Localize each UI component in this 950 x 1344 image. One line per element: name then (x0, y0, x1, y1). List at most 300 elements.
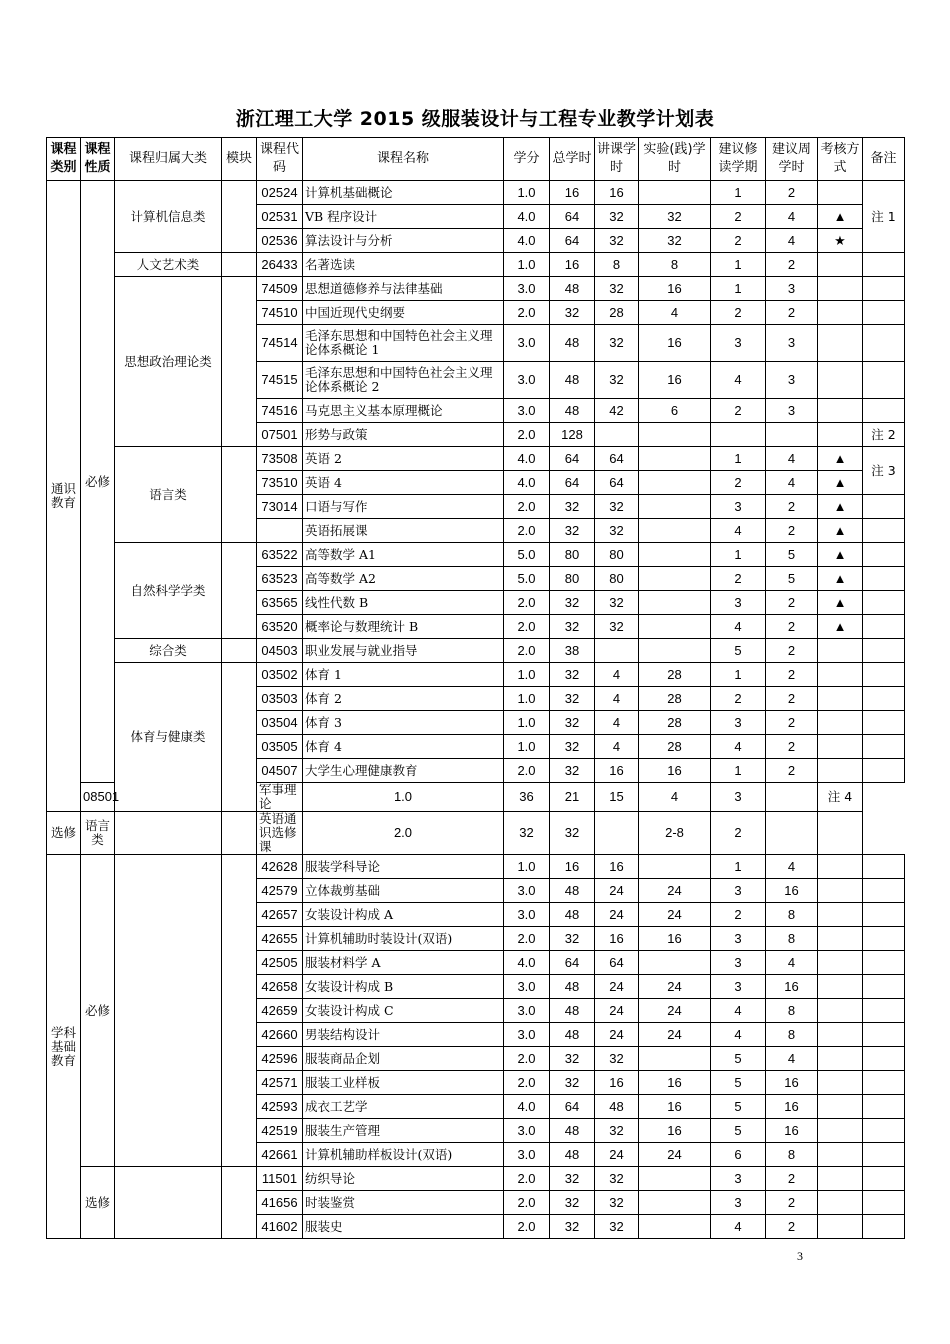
lecture-hours (595, 639, 639, 663)
course-code: 26433 (257, 253, 303, 277)
course-name: 体育 2 (303, 687, 504, 711)
course-code: 73014 (257, 495, 303, 519)
course-name: 概率论与数理统计 B (303, 615, 504, 639)
exam-method: ▲ (818, 567, 863, 591)
weekly-hours: 4 (766, 471, 818, 495)
note-empty (863, 999, 905, 1023)
note-empty (863, 1071, 905, 1095)
course-name: 男装结构设计 (303, 1023, 504, 1047)
lecture-hours: 28 (595, 301, 639, 325)
semester: 4 (711, 1023, 766, 1047)
exam-method (818, 301, 863, 325)
total-hours: 32 (550, 495, 595, 519)
course-code: 42505 (257, 951, 303, 975)
lecture-hours: 64 (595, 951, 639, 975)
total-hours: 32 (550, 519, 595, 543)
exam-method (818, 1023, 863, 1047)
note-empty (863, 711, 905, 735)
total-hours: 48 (550, 903, 595, 927)
note-empty (863, 615, 905, 639)
course-code: 42579 (257, 879, 303, 903)
course-name: VB 程序设计 (303, 205, 504, 229)
weekly-hours: 8 (766, 1143, 818, 1167)
table-row (47, 663, 905, 687)
exam-method (818, 253, 863, 277)
lecture-hours: 80 (595, 567, 639, 591)
total-hours: 48 (550, 277, 595, 301)
total-hours: 48 (550, 325, 595, 362)
course-name: 服装商品企划 (303, 1047, 504, 1071)
total-hours: 128 (550, 423, 595, 447)
lecture-hours: 16 (595, 759, 639, 783)
total-hours: 32 (550, 759, 595, 783)
table-row (47, 543, 905, 567)
note-empty (863, 1119, 905, 1143)
course-code: 02524 (257, 181, 303, 205)
exam-method (818, 1095, 863, 1119)
group-basic-elective (115, 1167, 222, 1239)
semester: 2-8 (639, 812, 711, 855)
weekly-hours: 16 (766, 1095, 818, 1119)
header-group: 课程归属大类 (115, 138, 222, 181)
weekly-hours: 16 (766, 975, 818, 999)
lecture-hours (595, 423, 639, 447)
course-name: 职业发展与就业指导 (303, 639, 504, 663)
total-hours: 48 (550, 1143, 595, 1167)
lab-hours (639, 951, 711, 975)
credit: 1.0 (504, 711, 550, 735)
course-code: 41602 (257, 1215, 303, 1239)
weekly-hours: 3 (766, 277, 818, 301)
lab-hours (639, 639, 711, 663)
exam-method (818, 975, 863, 999)
credit: 2.0 (504, 759, 550, 783)
lab-hours: 16 (639, 1071, 711, 1095)
note-empty (863, 1215, 905, 1239)
group-cs: 计算机信息类 (115, 181, 222, 253)
note-empty (863, 1167, 905, 1191)
course-name: 服装材料学 A (303, 951, 504, 975)
course-name: 思想道德修养与法律基础 (303, 277, 504, 301)
lab-hours (595, 812, 639, 855)
lecture-hours: 32 (595, 277, 639, 301)
course-name: 女装设计构成 A (303, 903, 504, 927)
semester: 4 (711, 999, 766, 1023)
total-hours: 64 (550, 951, 595, 975)
semester: 3 (711, 325, 766, 362)
weekly-hours: 2 (766, 519, 818, 543)
weekly-hours: 4 (766, 1047, 818, 1071)
header-nature: 课程性质 (81, 138, 115, 181)
note-empty (863, 855, 905, 879)
total-hours: 64 (550, 1095, 595, 1119)
weekly-hours: 16 (766, 879, 818, 903)
lecture-hours: 16 (595, 1071, 639, 1095)
exam-method (818, 423, 863, 447)
course-name: 计算机辅助时装设计(双语) (303, 927, 504, 951)
credit: 4.0 (504, 951, 550, 975)
module-politics (222, 277, 257, 447)
lab-hours (639, 855, 711, 879)
semester: 3 (711, 927, 766, 951)
lecture-hours: 24 (595, 903, 639, 927)
credit: 2.0 (504, 1047, 550, 1071)
lab-hours: 32 (639, 229, 711, 253)
note-empty (863, 687, 905, 711)
credit: 1.0 (504, 663, 550, 687)
lab-hours (639, 471, 711, 495)
note-2: 注 2 (863, 423, 905, 447)
credit: 3.0 (504, 325, 550, 362)
group-arts: 人文艺术类 (115, 253, 222, 277)
total-hours: 48 (550, 1119, 595, 1143)
lab-hours (639, 447, 711, 471)
total-hours: 64 (550, 447, 595, 471)
exam-method (818, 735, 863, 759)
credit: 3.0 (504, 362, 550, 399)
credit: 5.0 (504, 567, 550, 591)
lab-hours: 24 (639, 1143, 711, 1167)
credit: 4.0 (504, 205, 550, 229)
weekly-hours: 16 (766, 1119, 818, 1143)
exam-method (818, 999, 863, 1023)
credit: 2.0 (504, 301, 550, 325)
semester: 2 (711, 471, 766, 495)
credit: 3.0 (504, 399, 550, 423)
semester: 4 (711, 1215, 766, 1239)
lecture-hours: 32 (595, 1047, 639, 1071)
credit: 1.0 (504, 687, 550, 711)
total-hours: 32 (550, 591, 595, 615)
note-empty (863, 1047, 905, 1071)
exam-method (818, 687, 863, 711)
course-name: 英语拓展课 (303, 519, 504, 543)
lab-hours: 32 (639, 205, 711, 229)
total-hours: 32 (550, 1215, 595, 1239)
module-arts (222, 253, 257, 277)
course-name: 名著选读 (303, 253, 504, 277)
lecture-hours: 32 (550, 812, 595, 855)
weekly-hours: 2 (766, 591, 818, 615)
lab-hours: 8 (639, 253, 711, 277)
course-code: 73508 (257, 447, 303, 471)
note-empty (863, 879, 905, 903)
lab-hours: 16 (639, 1119, 711, 1143)
note-empty (863, 519, 905, 543)
course-name: 中国近现代史纲要 (303, 301, 504, 325)
nature-required: 必修 (81, 181, 115, 783)
weekly-hours: 2 (766, 495, 818, 519)
weekly-hours: 2 (766, 1215, 818, 1239)
credit: 5.0 (504, 543, 550, 567)
lab-hours (639, 519, 711, 543)
exam-method (818, 927, 863, 951)
credit: 1.0 (504, 253, 550, 277)
course-code: 08501 (81, 783, 115, 812)
credit: 2.0 (504, 615, 550, 639)
semester: 3 (711, 951, 766, 975)
lab-hours: 24 (639, 903, 711, 927)
weekly-hours: 4 (766, 951, 818, 975)
weekly-hours: 2 (766, 735, 818, 759)
note-empty (863, 735, 905, 759)
credit: 2.0 (504, 495, 550, 519)
module-language-elective (115, 812, 222, 855)
lecture-hours: 42 (595, 399, 639, 423)
course-code: 42593 (257, 1095, 303, 1119)
exam-method (818, 1119, 863, 1143)
header-module: 模块 (222, 138, 257, 181)
lab-hours (639, 1191, 711, 1215)
table-row (47, 181, 905, 205)
lecture-hours: 21 (550, 783, 595, 812)
exam-method (818, 1215, 863, 1239)
weekly-hours: 3 (766, 325, 818, 362)
semester: 2 (711, 205, 766, 229)
lecture-hours: 32 (595, 1119, 639, 1143)
header-weekly-hours: 建议周学时 (766, 138, 818, 181)
total-hours: 16 (550, 855, 595, 879)
header-notes: 备注 (863, 138, 905, 181)
total-hours: 64 (550, 229, 595, 253)
table-row (47, 855, 905, 879)
weekly-hours: 3 (766, 362, 818, 399)
lab-hours: 16 (639, 759, 711, 783)
credit: 3.0 (504, 903, 550, 927)
weekly-hours: 8 (766, 903, 818, 927)
course-code: 74514 (257, 325, 303, 362)
category-basic: 学科基础教育 (47, 855, 81, 1239)
total-hours: 64 (550, 205, 595, 229)
course-code: 63520 (257, 615, 303, 639)
page-title: 浙江理工大学 2015 级服装设计与工程专业教学计划表 (235, 108, 715, 130)
exam-method: ▲ (818, 543, 863, 567)
total-hours: 32 (550, 711, 595, 735)
course-name: 线性代数 B (303, 591, 504, 615)
lecture-hours: 64 (595, 471, 639, 495)
course-name: 女装设计构成 C (303, 999, 504, 1023)
credit: 4.0 (504, 229, 550, 253)
group-language: 语言类 (115, 447, 222, 543)
semester: 1 (711, 543, 766, 567)
semester: 1 (711, 253, 766, 277)
exam-method (818, 903, 863, 927)
nature-elective: 选修 (47, 812, 81, 855)
weekly-hours: 8 (766, 999, 818, 1023)
exam-method: ▲ (818, 615, 863, 639)
semester: 4 (711, 519, 766, 543)
weekly-hours: 2 (766, 301, 818, 325)
credit: 1.0 (504, 855, 550, 879)
note-empty (863, 253, 905, 277)
course-name: 体育 3 (303, 711, 504, 735)
group-language-elective: 语言类 (81, 812, 115, 855)
lab-hours: 15 (595, 783, 639, 812)
exam-method (818, 1167, 863, 1191)
group-comprehensive: 综合类 (115, 639, 222, 663)
semester: 3 (711, 879, 766, 903)
credit: 3.0 (504, 1119, 550, 1143)
semester: 1 (711, 277, 766, 301)
course-code: 03505 (257, 735, 303, 759)
exam-method (818, 759, 863, 783)
weekly-hours: 3 (766, 399, 818, 423)
credit: 2.0 (504, 639, 550, 663)
group-politics: 思想政治理论类 (115, 277, 222, 447)
semester: 5 (711, 1095, 766, 1119)
module-basic-elective (222, 1167, 257, 1239)
table-row (47, 277, 905, 301)
lab-hours: 24 (639, 975, 711, 999)
lab-hours: 28 (639, 735, 711, 759)
semester: 2 (711, 687, 766, 711)
lecture-hours: 32 (595, 1191, 639, 1215)
course-code: 42660 (257, 1023, 303, 1047)
semester (711, 423, 766, 447)
weekly-hours: 2 (766, 663, 818, 687)
weekly-hours: 3 (711, 783, 766, 812)
credit: 4.0 (504, 1095, 550, 1119)
course-name: 服装生产管理 (303, 1119, 504, 1143)
lab-hours (639, 543, 711, 567)
semester: 3 (711, 711, 766, 735)
weekly-hours: 2 (766, 759, 818, 783)
lab-hours (639, 567, 711, 591)
total-hours: 48 (550, 879, 595, 903)
weekly-hours: 2 (766, 687, 818, 711)
weekly-hours: 2 (766, 615, 818, 639)
semester: 3 (711, 495, 766, 519)
page-number: 3 (797, 1249, 803, 1263)
weekly-hours: 2 (766, 1167, 818, 1191)
semester: 1 (711, 759, 766, 783)
lab-hours (639, 423, 711, 447)
course-code: 03503 (257, 687, 303, 711)
total-hours: 38 (550, 639, 595, 663)
exam-method (818, 879, 863, 903)
lecture-hours: 16 (595, 855, 639, 879)
total-hours: 36 (504, 783, 550, 812)
exam-method (818, 951, 863, 975)
table-row (47, 812, 905, 855)
table-body (47, 181, 905, 1239)
lab-hours: 16 (639, 325, 711, 362)
weekly-hours: 2 (711, 812, 766, 855)
weekly-hours: 2 (766, 253, 818, 277)
category-general: 通识教育 (47, 181, 81, 812)
course-name: 计算机辅助样板设计(双语) (303, 1143, 504, 1167)
course-code: 07501 (257, 423, 303, 447)
lecture-hours: 80 (595, 543, 639, 567)
course-name: 英语 2 (303, 447, 504, 471)
lecture-hours: 24 (595, 975, 639, 999)
course-name: 服装工业样板 (303, 1071, 504, 1095)
course-name: 口语与写作 (303, 495, 504, 519)
note-1: 注 1 (863, 181, 905, 253)
credit: 1.0 (504, 181, 550, 205)
exam-method: ▲ (818, 591, 863, 615)
note-empty (818, 812, 863, 855)
lecture-hours: 4 (595, 663, 639, 687)
course-name: 立体裁剪基础 (303, 879, 504, 903)
total-hours: 32 (550, 301, 595, 325)
exam-method: ▲ (818, 205, 863, 229)
course-name: 英语 4 (303, 471, 504, 495)
total-hours: 16 (550, 181, 595, 205)
exam-method (818, 1191, 863, 1215)
lab-hours: 16 (639, 927, 711, 951)
exam-method (818, 181, 863, 205)
semester: 5 (711, 639, 766, 663)
exam-method (818, 277, 863, 301)
lecture-hours: 32 (595, 325, 639, 362)
total-hours: 32 (504, 812, 550, 855)
course-code: 11501 (257, 1167, 303, 1191)
lab-hours: 4 (639, 301, 711, 325)
course-code: 63523 (257, 567, 303, 591)
course-code: 42658 (257, 975, 303, 999)
weekly-hours: 5 (766, 567, 818, 591)
credit: 2.0 (504, 927, 550, 951)
lecture-hours: 32 (595, 519, 639, 543)
total-hours: 32 (550, 1167, 595, 1191)
semester: 2 (711, 903, 766, 927)
course-code: 74510 (257, 301, 303, 325)
weekly-hours (766, 423, 818, 447)
course-code: 41656 (257, 1191, 303, 1215)
exam-method: ▲ (818, 519, 863, 543)
total-hours: 32 (550, 687, 595, 711)
note-empty (863, 639, 905, 663)
exam-method: ▲ (818, 471, 863, 495)
table-row (47, 253, 905, 277)
credit: 3.0 (504, 975, 550, 999)
credit: 1.0 (504, 735, 550, 759)
course-code: 74509 (257, 277, 303, 301)
group-basic-required (115, 855, 222, 1167)
lecture-hours: 32 (595, 229, 639, 253)
lecture-hours: 4 (595, 687, 639, 711)
semester: 1 (711, 663, 766, 687)
course-code: 03502 (257, 663, 303, 687)
total-hours: 32 (550, 1191, 595, 1215)
lab-hours: 28 (639, 711, 711, 735)
header-exam: 考核方式 (818, 138, 863, 181)
credit: 2.0 (504, 1215, 550, 1239)
nature-elective-basic: 选修 (81, 1167, 115, 1239)
total-hours: 16 (550, 253, 595, 277)
teaching-plan-table (46, 137, 905, 1239)
note-empty (863, 1095, 905, 1119)
exam-method: ▲ (818, 495, 863, 519)
note-empty (863, 591, 905, 615)
table-row (47, 1167, 905, 1191)
module-cs (222, 181, 257, 253)
header-name: 课程名称 (303, 138, 504, 181)
total-hours: 48 (550, 1023, 595, 1047)
total-hours: 32 (550, 663, 595, 687)
course-code: 73510 (257, 471, 303, 495)
note-empty (863, 1191, 905, 1215)
course-code (257, 519, 303, 543)
note-empty (863, 277, 905, 301)
note-empty (863, 975, 905, 999)
credit: 2.0 (504, 1191, 550, 1215)
credit: 2.0 (504, 519, 550, 543)
lecture-hours: 16 (595, 181, 639, 205)
weekly-hours: 8 (766, 1023, 818, 1047)
header-lab-hours: 实验(践)学时 (639, 138, 711, 181)
